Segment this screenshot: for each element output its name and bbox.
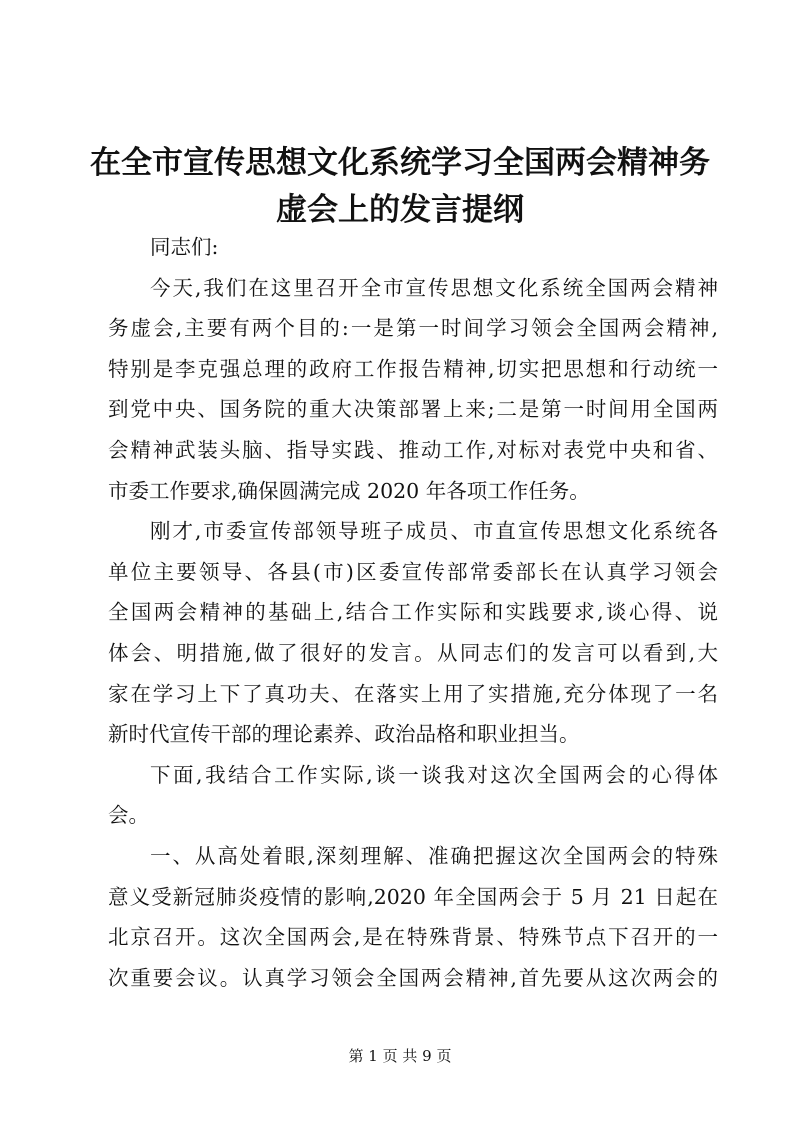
text-line: 全国两会精神的基础上,结合工作实际和实践要求,谈心得、说 [108, 600, 718, 625]
paragraph-section-one [108, 836, 718, 998]
text-line: 会精神武装头脑、指导实践、推动工作,对标对表党中央和省、 [108, 437, 718, 462]
text-line: 刚才,市委宣传部领导班子成员、市直宣传思想文化系统各 [150, 519, 718, 544]
text-line: 北京召开。这次全国两会,是在特殊背景、特殊节点下召开的一 [108, 925, 718, 950]
text-line: 特别是李克强总理的政府工作报告精神,切实把思想和行动统一 [108, 356, 718, 381]
text-line: 务虚会,主要有两个目的:一是第一时间学习领会全国两会精神, [108, 316, 718, 341]
page-number-footer: 第 1 页 共 9 页 [348, 1047, 452, 1065]
text-line: 新时代宣传干部的理论素养、政治品格和职业担当。 [108, 722, 580, 747]
paragraph-transition [108, 755, 718, 836]
text-line: 单位主要领导、各县(市)区委宣传部常委部长在认真学习领会 [108, 559, 718, 584]
paragraph-salutation [108, 227, 718, 268]
title-line: 虚会上的发言提纲 [276, 192, 524, 228]
text-line: 同志们: [150, 235, 219, 259]
text-line: 到党中央、国务院的重大决策部署上来;二是第一时间用全国两 [108, 397, 718, 422]
text-line: 会。 [108, 803, 149, 828]
paragraph-remarks [108, 511, 718, 755]
document-body [108, 227, 718, 998]
paragraph-purpose [108, 268, 718, 512]
text-line: 今天,我们在这里召开全市宣传思想文化系统全国两会精神 [150, 275, 718, 300]
text-line: 下面,我结合工作实际,谈一谈我对这次全国两会的心得体 [150, 762, 718, 787]
text-line: 次重要会议。认真学习领会全国两会精神,首先要从这次两会的 [108, 965, 718, 990]
text-line: 一、从高处着眼,深刻理解、准确把握这次全国两会的特殊 [150, 843, 718, 868]
document-title [90, 140, 710, 234]
text-line: 家在学习上下了真功夫、在落实上用了实措施,充分体现了一名 [108, 681, 718, 706]
text-line: 体会、明措施,做了很好的发言。从同志们的发言可以看到,大 [108, 640, 718, 665]
text-line: 意义受新冠肺炎疫情的影响,2020 年全国两会于 5 月 21 日起在 [108, 884, 718, 909]
title-line: 在全市宣传思想文化系统学习全国两会精神务 [90, 145, 710, 181]
text-line: 市委工作要求,确保圆满完成 2020 年各项工作任务。 [108, 478, 590, 503]
